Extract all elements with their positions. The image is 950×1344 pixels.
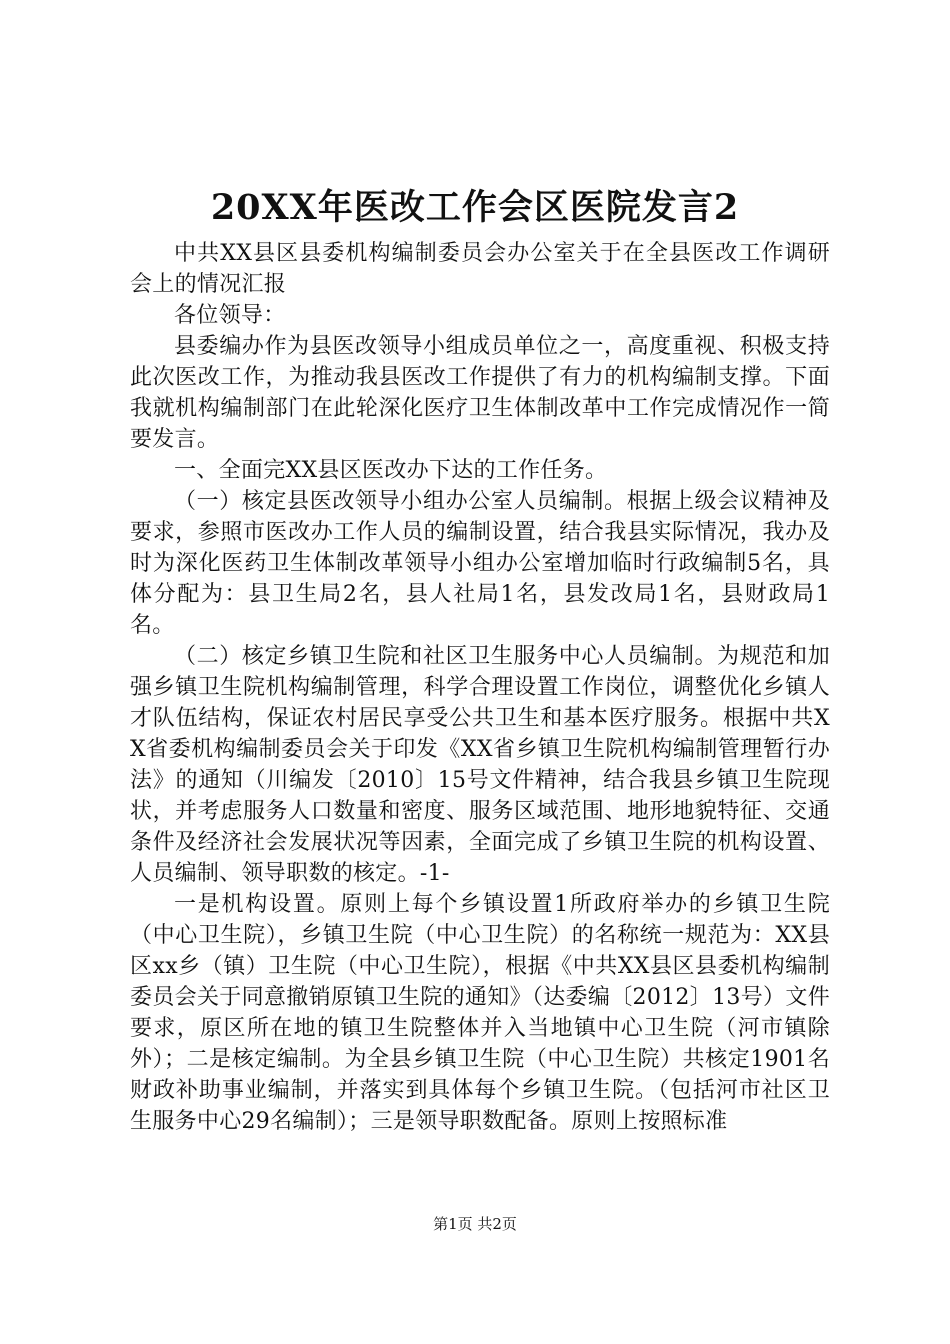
- details-paragraph: 一是机构设置。原则上每个乡镇设置1所政府举办的乡镇卫生院（中心卫生院），乡镇卫生院（中心卫生院）的名称统一规范为：XX县区xx乡（镇）卫生院（中心卫生院），根据《中共XX县区县委机构编制委员会关于同意撤销原镇卫生院的通知》（达委编〔2012〕13号）文件要求，原区所在地的镇卫生院整体并入当地镇中心卫生院（河市镇除外）；二是核定编制。为全县乡镇卫生院（中心卫生院）共核定1901名财政补助事业编制，并落实到具体每个乡镇卫生院。（包括河市社区卫生服务中心29名编制）；三是领导职数配备。原则上按照标准: [130, 892, 830, 1134]
- salutation-paragraph: 各位领导：: [174, 303, 286, 328]
- item-two-paragraph: （二）核定乡镇卫生院和社区卫生服务中心人员编制。为规范和加强乡镇卫生院机构编制管理，科学合理设置工作岗位，调整优化乡镇人才队伍结构，保证农村居民享受公共卫生和基本医疗服务。根据中共XX省委机构编制委员会关于印发《XX省乡镇卫生院机构编制管理暂行办法》的通知（川编发〔2010〕15号文件精神，结合我县乡镇卫生院现状，并考虑服务人口数量和密度、服务区域范围、地形地貌特征、交通条件及经济社会发展状况等因素，全面完成了乡镇卫生院的机构设置、人员编制、领导职数的核定。-1-: [130, 644, 830, 886]
- page-footer: 第1页 共2页: [433, 1215, 517, 1233]
- document-title: 20XX年医改工作会区医院发言2: [210, 187, 740, 228]
- intro-paragraph: 县委编办作为县医改领导小组成员单位之一，高度重视、积极支持此次医改工作，为推动我县医改工作提供了有力的机构编制支撑。下面我就机构编制部门在此轮深化医疗卫生体制改革中工作完成情况作一简要发言。: [130, 334, 830, 452]
- item-one-paragraph: （一）核定县医改领导小组办公室人员编制。根据上级会议精神及要求，参照市医改办工作人员的编制设置，结合我县实际情况，我办及时为深化医药卫生体制改革领导小组办公室增加临时行政编制5名，具体分配为：县卫生局2名，县人社局1名，县发改局1名，县财政局1名。: [130, 489, 830, 638]
- document-body: [130, 238, 830, 1137]
- section-heading-paragraph: 一、全面完XX县区医改办下达的工作任务。: [174, 458, 608, 483]
- report-heading-paragraph: 中共XX县区县委机构编制委员会办公室关于在全县医改工作调研会上的情况汇报: [130, 241, 830, 297]
